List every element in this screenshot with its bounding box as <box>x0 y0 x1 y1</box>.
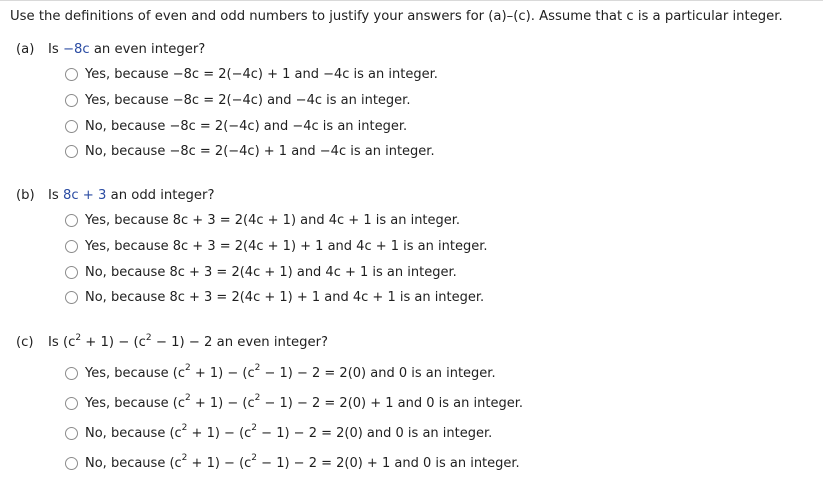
question-b-suffix: an odd integer? <box>106 188 215 203</box>
option-b-1[interactable] <box>65 211 460 229</box>
question-a-expression: −8c <box>62 42 90 57</box>
question-b-prefix: Is <box>48 188 63 203</box>
question-a-label: (a) <box>16 42 35 57</box>
top-divider <box>0 0 823 1</box>
radio-button[interactable] <box>65 397 78 410</box>
option-label: No, because −8c = 2(−4c) + 1 and −4c is an integer. <box>85 143 435 159</box>
option-a-4[interactable] <box>65 142 435 160</box>
option-label: No, because −8c = 2(−4c) and −4c is an integer. <box>85 118 408 134</box>
question-a <box>16 42 205 57</box>
option-label: Yes, because 8c + 3 = 2(4c + 1) + 1 and 4c + 1 is an integer. <box>85 238 488 254</box>
option-c-3[interactable] <box>65 424 492 442</box>
option-label: No, because 8c + 3 = 2(4c + 1) and 4c + 1 is an integer. <box>85 264 457 280</box>
option-b-4[interactable] <box>65 288 484 306</box>
option-label: Yes, because −8c = 2(−4c) + 1 and −4c is an integer. <box>85 66 438 82</box>
question-c-operator: − <box>114 335 134 350</box>
option-a-1[interactable] <box>65 65 438 83</box>
question-c-term: (c <box>133 335 146 350</box>
radio-button[interactable] <box>65 68 78 81</box>
question-c <box>16 332 329 350</box>
option-b-3[interactable] <box>65 263 457 281</box>
option-label: No, because 8c + 3 = 2(4c + 1) + 1 and 4c + 1 is an integer. <box>85 289 485 305</box>
option-a-2[interactable] <box>65 91 410 109</box>
option-a-3[interactable] <box>65 117 407 135</box>
question-c-term: + 1) <box>81 335 115 350</box>
option-label: No, because $(c^2 + 1) - (c^2 - 1) - 2 = 2(0) + 1$ and 0 is an integer. <box>85 453 520 471</box>
question-c-term: (c <box>62 335 76 350</box>
question-b-label: (b) <box>16 188 35 203</box>
radio-button[interactable] <box>65 240 78 253</box>
option-label: Yes, because −8c = 2(−4c) and −4c is an integer. <box>85 92 411 108</box>
option-label: Yes, because 8c + 3 = 2(4c + 1) and 4c + 1 is an integer. <box>85 212 461 228</box>
radio-button[interactable] <box>65 214 78 227</box>
question-c-prefix: Is <box>48 335 63 350</box>
radio-button[interactable] <box>65 427 78 440</box>
question-c-term: − 2 <box>184 335 213 350</box>
radio-button[interactable] <box>65 367 78 380</box>
question-b <box>16 188 214 203</box>
instructions-text: Use the definitions of even and odd numbers to justify your answers for (a)–(c). Assume that c is a particular integer. <box>10 9 783 24</box>
option-label: Yes, because $(c^2 + 1) - (c^2 - 1) - 2 = 2(0)$ and 0 is an integer. <box>85 363 496 381</box>
option-b-2[interactable] <box>65 237 488 255</box>
radio-button[interactable] <box>65 266 78 279</box>
radio-button[interactable] <box>65 94 78 107</box>
question-b-expression: 8c + 3 <box>62 188 107 203</box>
radio-button[interactable] <box>65 457 78 470</box>
radio-button[interactable] <box>65 145 78 158</box>
option-label: Yes, because $(c^2 + 1) - (c^2 - 1) - 2 = 2(0) + 1$ and 0 is an integer. <box>85 393 524 411</box>
option-c-2[interactable] <box>65 394 523 412</box>
question-c-term: − 1) <box>151 335 185 350</box>
question-c-suffix: an even integer? <box>212 335 329 350</box>
question-c-exponent: 2 <box>145 332 152 343</box>
radio-button[interactable] <box>65 291 78 304</box>
question-a-prefix: Is <box>48 42 63 57</box>
radio-button[interactable] <box>65 120 78 133</box>
option-c-1[interactable] <box>65 364 496 382</box>
question-a-suffix: an even integer? <box>89 42 206 57</box>
question-c-exponent: 2 <box>75 332 82 343</box>
option-c-4[interactable] <box>65 454 520 472</box>
question-c-label: (c) <box>16 335 34 350</box>
option-label: No, because $(c^2 + 1) - (c^2 - 1) - 2 = 2(0)$ and 0 is an integer. <box>85 423 493 441</box>
